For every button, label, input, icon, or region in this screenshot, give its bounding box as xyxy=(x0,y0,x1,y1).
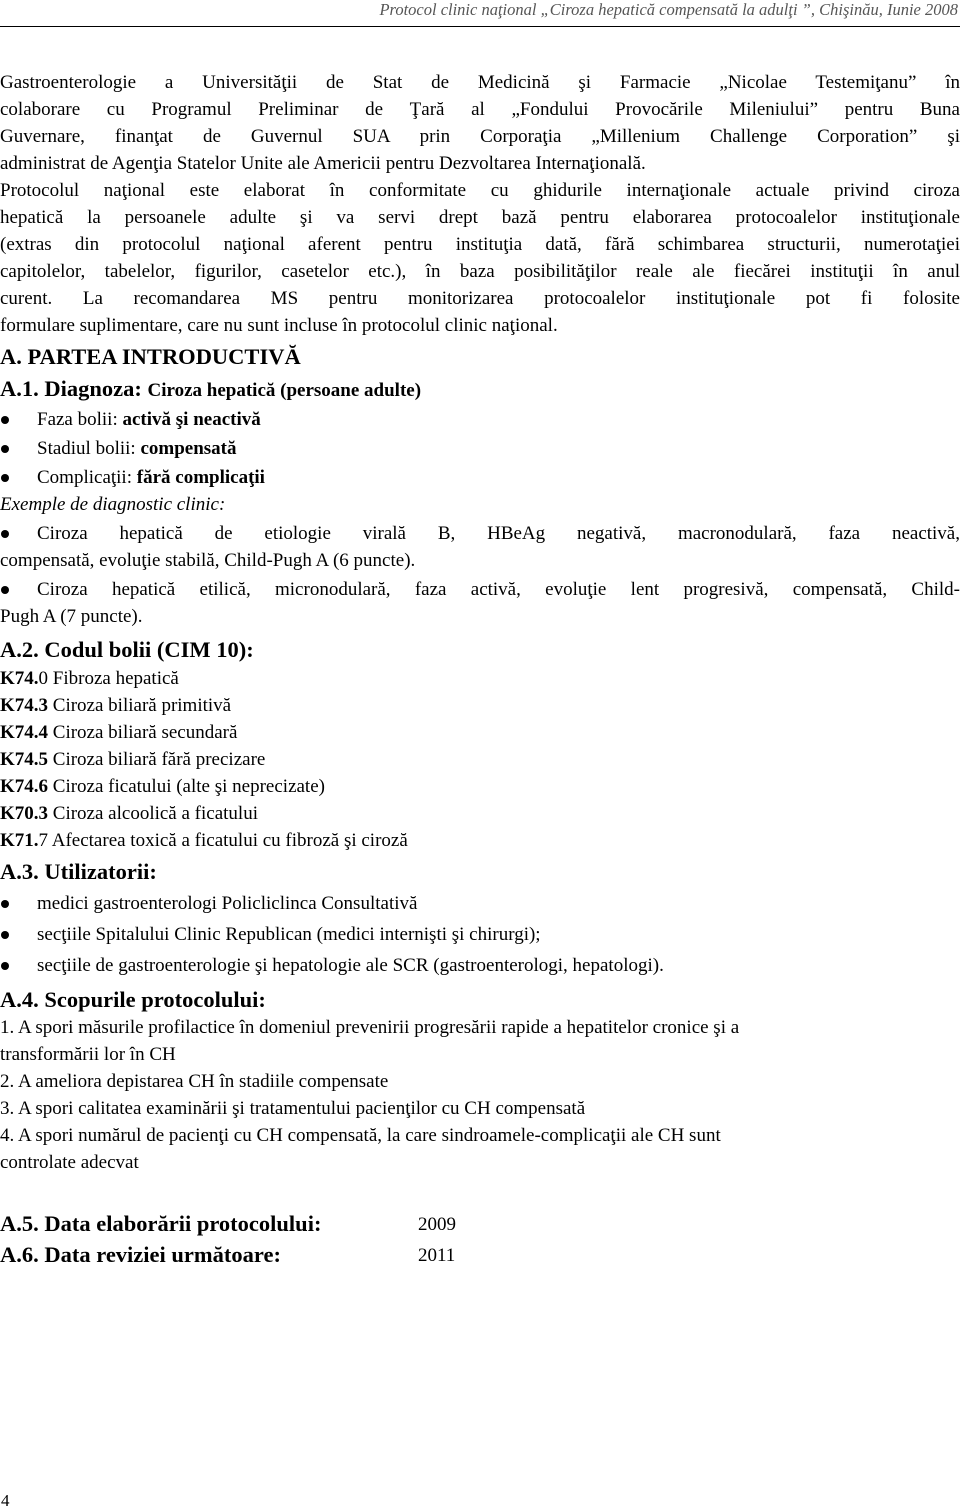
code-row xyxy=(0,719,960,746)
a6-label: A.6. Data reviziei următoare: xyxy=(0,1242,281,1267)
intro-line: Protocolul naţional este elaborat în conformitate cu ghidurile internaţionale actuale privind ciroza xyxy=(0,180,960,201)
bullet-icon xyxy=(1,445,9,453)
list-item xyxy=(0,406,960,433)
item-label: Complicaţii: xyxy=(37,467,132,488)
code-desc: Ciroza biliară fără precizare xyxy=(52,749,266,770)
list-item xyxy=(0,576,960,630)
a2-title: Codul bolii (CIM 10): xyxy=(44,637,254,662)
goal-item xyxy=(0,1014,960,1068)
code-desc: Fibroza hepatică xyxy=(52,668,179,689)
a3-title: Utilizatorii: xyxy=(44,859,157,884)
a3-heading xyxy=(0,857,960,886)
intro-line: Guvernare, finanţat de Guvernul SUA prin Corporaţia „Millenium Challenge Corporation” şi xyxy=(0,126,960,147)
code-desc: Ciroza alcoolică a ficatului xyxy=(52,803,258,824)
examples-title: Exemple de diagnostic clinic: xyxy=(0,494,226,515)
item-label: Stadiul bolii: xyxy=(37,438,136,459)
goal-continuation: transformării lor în CH xyxy=(0,1044,176,1065)
code-prefix: K74. xyxy=(0,722,39,743)
user-text: secţiile Spitalului Clinic Republican (medici internişti şi chirurgi); xyxy=(37,924,541,945)
list-item xyxy=(0,950,960,981)
a2-number: A.2. xyxy=(0,637,39,662)
running-header: Protocol clinic naţional „Ciroza hepatică compensată la adulţi ”, Chişinău, Iunie 2008 xyxy=(379,0,958,19)
intro-line: hepatică la persoanele adulte şi va servi drept bază pentru elaborarea protocoalelor instituţionale xyxy=(0,207,960,228)
a1-title: Diagnoza: xyxy=(44,376,142,401)
bullet-icon xyxy=(1,530,9,538)
a2-heading xyxy=(0,635,960,664)
intro-line: (extras din protocolul naţional aferent pentru instituţia dată, fără schimbarea structurii, numerotaţiei xyxy=(0,234,960,255)
goal-first-line: 2. A ameliora depistarea CH în stadiile compensate xyxy=(0,1071,389,1092)
a1-number: A.1. xyxy=(0,376,39,401)
item-value: activă şi neactivă xyxy=(122,409,261,430)
goal-item xyxy=(0,1095,960,1122)
list-item xyxy=(0,464,960,491)
intro-line: colaborare cu Programul Preliminar de Ţară al „Fondului Provocările Mileniului” pentru Buna xyxy=(0,99,960,120)
code-row xyxy=(0,827,960,854)
bullet-icon xyxy=(1,931,9,939)
code-digit: 7 xyxy=(38,830,49,851)
code-prefix: K74. xyxy=(0,749,39,770)
code-desc: Ciroza ficatului (alte şi neprecizate) xyxy=(52,776,325,797)
code-prefix: K74. xyxy=(0,668,39,689)
user-text: medici gastroenterologi Policliclinca Consultativă xyxy=(37,893,418,914)
code-prefix: K70. xyxy=(0,803,39,824)
list-item xyxy=(0,520,960,574)
code-desc: Ciroza biliară primitivă xyxy=(52,695,232,716)
item-value: fără complicaţii xyxy=(136,467,265,488)
example-continuation: compensată, evoluţie stabilă, Child-Pugh A (6 puncte). xyxy=(0,550,416,571)
a4-heading xyxy=(0,985,960,1014)
user-text: secţiile de gastroenterologie şi hepatologie ale SCR (gastroenterologi, hepatologi). xyxy=(37,955,664,976)
intro-paragraph xyxy=(0,69,960,339)
bullet-icon xyxy=(1,586,9,594)
example-continuation: Pugh A (7 puncte). xyxy=(0,606,143,627)
goal-item xyxy=(0,1122,960,1176)
item-value: compensată xyxy=(140,438,237,459)
a5-label: A.5. Data elaborării protocolului: xyxy=(0,1211,322,1236)
goal-first-line: 3. A spori calitatea examinării şi tratamentului pacienţilor cu CH compensată xyxy=(0,1098,586,1119)
item-label: Faza bolii: xyxy=(37,409,118,430)
goal-first-line: 4. A spori numărul de pacienţi cu CH compensată, la care sindroamele-complicaţii ale CH sunt xyxy=(0,1125,721,1146)
example-first-line: Ciroza hepatică etilică, micronodulară, faza activă, evoluţie lent progresivă, compensată, Child- xyxy=(37,579,960,600)
intro-line: administrat de Agenţia Statelor Unite ale Americii pentru Dezvoltarea Internaţională. xyxy=(0,153,646,174)
example-first-line: Ciroza hepatică de etiologie virală B, HBeAg negativă, macronodulară, faza neactivă, xyxy=(37,523,960,544)
code-list xyxy=(0,665,960,854)
code-row xyxy=(0,800,960,827)
goal-first-line: 1. A spori măsurile profilactice în domeniul prevenirii progresării rapide a hepatitelor cronice şi a xyxy=(0,1017,740,1038)
a3-number: A.3. xyxy=(0,859,39,884)
list-item xyxy=(0,435,960,462)
code-row xyxy=(0,773,960,800)
code-digit: 0 xyxy=(38,668,49,689)
page-number: 4 xyxy=(1,1491,10,1510)
intro-line: Gastroenterologie a Universităţii de Stat de Medicină şi Farmacie „Nicolae Testemiţanu” în xyxy=(0,72,960,93)
code-prefix: K74. xyxy=(0,776,39,797)
goal-item xyxy=(0,1068,960,1095)
code-desc: Ciroza biliară secundară xyxy=(52,722,238,743)
code-digit: 3 xyxy=(38,803,49,824)
code-digit: 4 xyxy=(38,722,49,743)
examples-list xyxy=(0,520,960,630)
a5-row xyxy=(0,1208,960,1239)
code-row xyxy=(0,665,960,692)
intro-line: curent. La recomandarea MS pentru monitorizarea protocoalelor instituţionale pot fi folosite xyxy=(0,288,960,309)
code-row xyxy=(0,746,960,773)
a6-row xyxy=(0,1239,960,1270)
header-rule xyxy=(0,26,960,27)
bullet-icon xyxy=(1,962,9,970)
list-item xyxy=(0,919,960,950)
users-list xyxy=(0,888,960,981)
list-item xyxy=(0,888,960,919)
bullet-icon xyxy=(1,474,9,482)
a1-heading xyxy=(0,374,960,405)
code-digit: 5 xyxy=(38,749,49,770)
a5-value: 2009 xyxy=(418,1214,456,1235)
a1-subtitle: Ciroza hepatică (persoane adulte) xyxy=(147,380,422,401)
intro-line: formulare suplimentare, care nu sunt incluse în protocolul clinic naţional. xyxy=(0,315,558,336)
goals-list xyxy=(0,1014,960,1176)
goal-continuation: controlate adecvat xyxy=(0,1152,139,1173)
code-digit: 6 xyxy=(38,776,49,797)
code-digit: 3 xyxy=(38,695,49,716)
section-a-title: A. PARTEA INTRODUCTIVĂ xyxy=(0,344,301,369)
a4-number: A.4. xyxy=(0,987,39,1012)
bullet-icon xyxy=(1,416,9,424)
bullet-icon xyxy=(1,900,9,908)
page-content xyxy=(0,69,960,1270)
code-prefix: K71. xyxy=(0,830,39,851)
code-row xyxy=(0,692,960,719)
code-prefix: K74. xyxy=(0,695,39,716)
intro-line: capitolelor, tabelelor, figurilor, casetelor etc.), în baza posibilităţilor reale ale fiecărei instituţii în anul xyxy=(0,261,960,282)
a4-title: Scopurile protocolului: xyxy=(44,987,266,1012)
code-desc: Afectarea toxică a ficatului cu fibroză şi ciroză xyxy=(51,830,408,851)
diagnosis-list xyxy=(0,406,960,491)
a6-value: 2011 xyxy=(418,1245,456,1266)
